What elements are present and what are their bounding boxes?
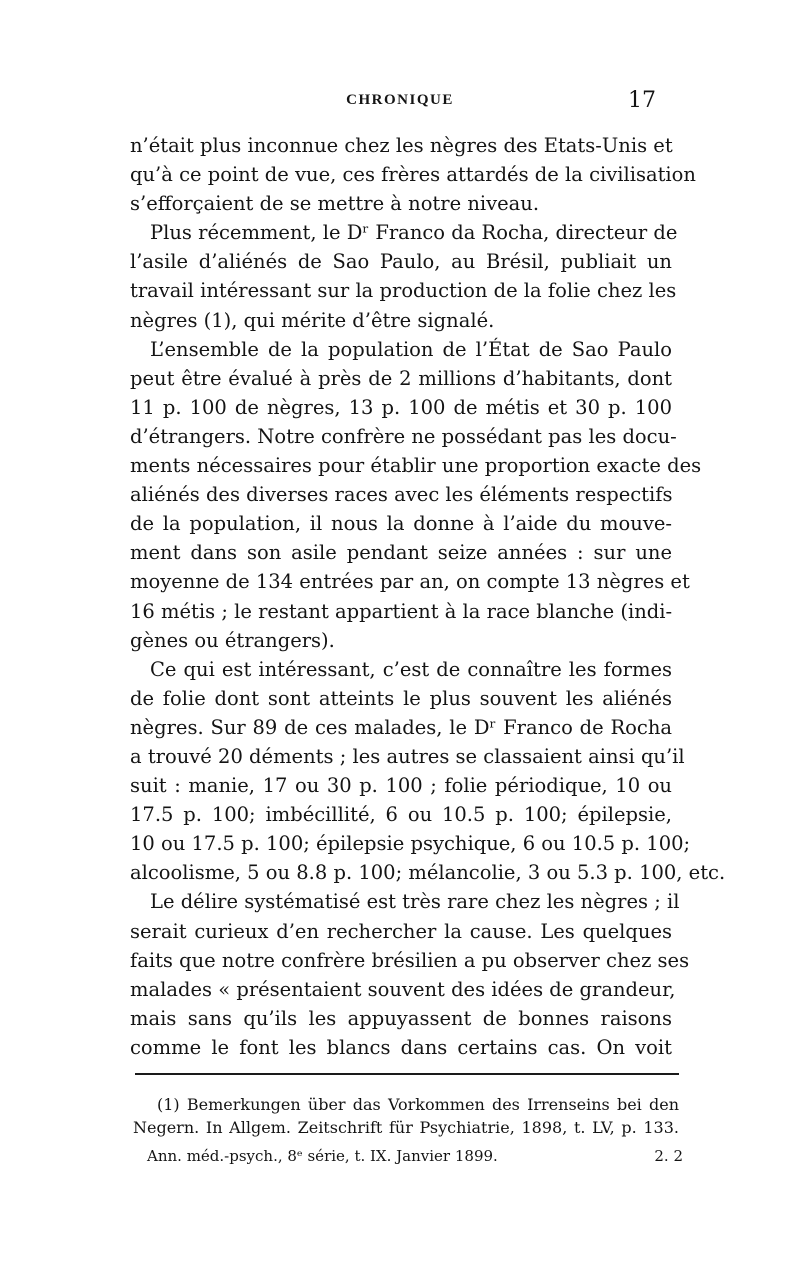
text-line: Le délire systématisé est très rare chez les nègres ; il <box>150 890 680 914</box>
text-line: moyenne de 134 entrées par an, on compte 13 nègres et <box>130 570 690 594</box>
signature-mark: 2. 2 <box>654 1147 683 1165</box>
text-line: aliénés des diverses races avec les éléments respectifs <box>130 483 673 507</box>
text-line: alcoolisme, 5 ou 8.8 p. 100; mélancolie, 3 ou 5.3 p. 100, etc. <box>130 861 726 885</box>
page-header <box>130 88 670 118</box>
text-line: ment dans son asile pendant seize années : sur une <box>130 541 672 565</box>
text-line: a trouvé 20 déments ; les autres se classaient ainsi qu’il <box>130 744 685 768</box>
text-line: malades « présentaient souvent des idées de grandeur, <box>130 977 676 1001</box>
text-line: 11 p. 100 de nègres, 13 p. 100 de métis et 30 p. 100 <box>130 395 672 419</box>
text-line: faits que notre confrère brésilien a pu observer chez ses <box>130 948 690 972</box>
running-head: CHRONIQUE <box>346 92 454 108</box>
text-line: 17.5 p. 100; imbécillité, 6 ou 10.5 p. 100; épilepsie, <box>130 803 672 827</box>
text-line: Plus récemment, le Dʳ Franco da Rocha, directeur de <box>150 221 678 245</box>
footnote-line: (1) Bemerkungen über das Vorkommen des Irrenseins bei den <box>157 1095 679 1114</box>
text-line: nègres (1), qui mérite d’être signalé. <box>130 308 495 332</box>
main-text <box>130 131 726 1062</box>
text-line: peut être évalué à près de 2 millions d’habitants, dont <box>130 366 672 390</box>
text-line: d’étrangers. Notre confrère ne possédant pas les docu- <box>130 424 677 448</box>
signature-line <box>147 1143 683 1169</box>
text-line: travail intéressant sur la production de la folie chez les <box>130 279 677 303</box>
text-line: L’ensemble de la population de l’État de Sao Paulo <box>150 337 672 361</box>
text-line: qu’à ce point de vue, ces frères attardés de la civilisation <box>130 163 696 187</box>
text-line: gènes ou étrangers). <box>130 628 335 652</box>
text-line: mais sans qu’ils les appuyassent de bonnes raisons <box>130 1006 672 1030</box>
text-line: Ce qui est intéressant, c’est de connaître les formes <box>150 657 672 681</box>
footnotes <box>133 1093 679 1139</box>
text-line: serait curieux d’en rechercher la cause. Les quelques <box>130 919 672 943</box>
text-line: suit : manie, 17 ou 30 p. 100 ; folie périodique, 10 ou <box>130 774 672 798</box>
journal-reference: Ann. méd.-psych., 8ᵉ série, t. IX. Janvier 1899. <box>147 1147 498 1165</box>
text-line: comme le font les blancs dans certains cas. On voit <box>130 1035 672 1059</box>
text-line: de folie dont sont atteints le plus souvent les aliénés <box>130 686 672 710</box>
page-number: 17 <box>628 88 656 113</box>
text-line: de la population, il nous la donne à l’aide du mouve- <box>130 512 672 536</box>
text-line: l’asile d’aliénés de Sao Paulo, au Brésil, publiait un <box>130 250 672 274</box>
text-line: s’efforçaient de se mettre à notre niveau. <box>130 192 540 216</box>
text-line: 10 ou 17.5 p. 100; épilepsie psychique, 6 ou 10.5 p. 100; <box>130 832 691 856</box>
text-line: nègres. Sur 89 de ces malades, le Dʳ Franco de Rocha <box>130 715 672 739</box>
footnote-line: Negern. In Allgem. Zeitschrift für Psychiatrie, 1898, t. LV, p. 133. <box>133 1118 679 1137</box>
text-line: ments nécessaires pour établir une proportion exacte des <box>130 454 702 478</box>
footnote-divider <box>135 1073 679 1075</box>
text-line: 16 métis ; le restant appartient à la race blanche (indi- <box>130 599 673 623</box>
text-line: n’était plus inconnue chez les nègres des Etats-Unis et <box>130 134 673 157</box>
